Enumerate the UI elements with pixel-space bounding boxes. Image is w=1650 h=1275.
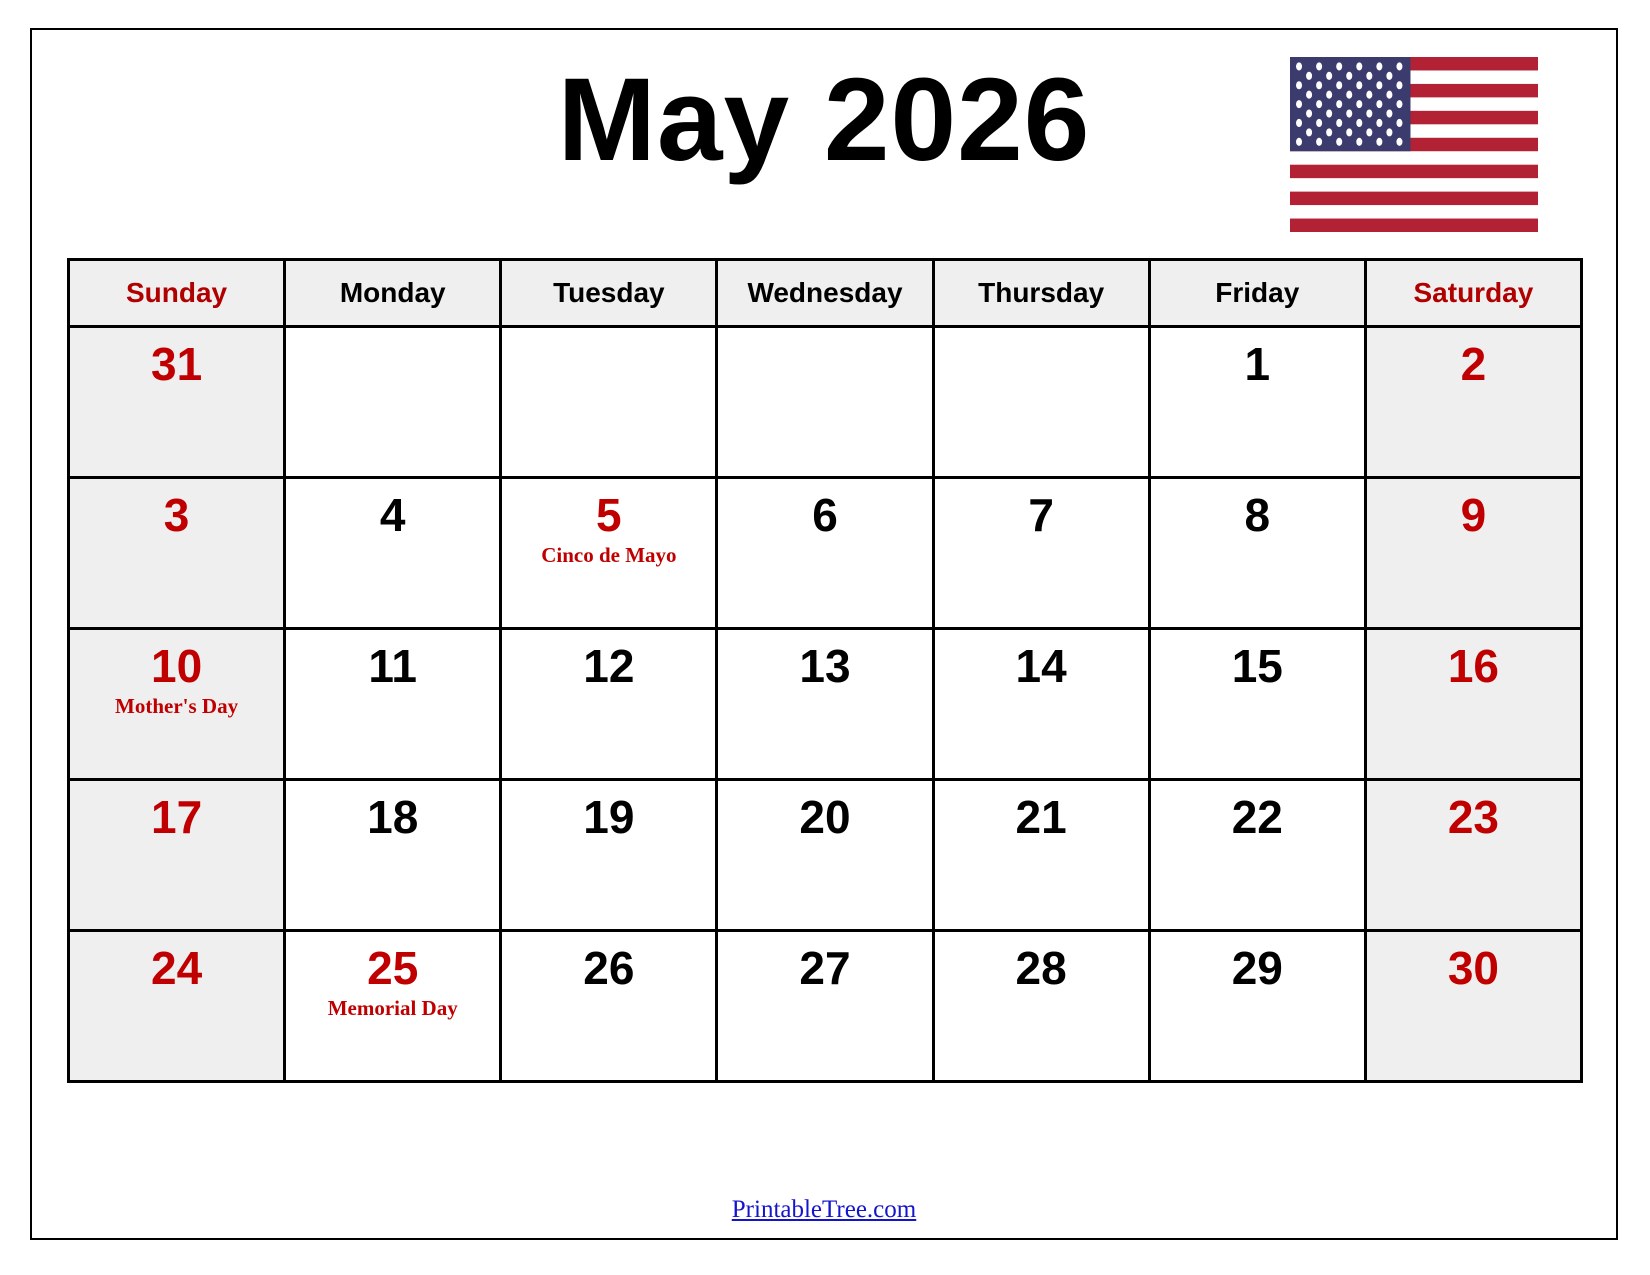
day-cell[interactable]	[1365, 931, 1581, 1082]
day-number: 30	[1447, 942, 1499, 994]
day-number	[935, 328, 1148, 340]
day-cell[interactable]	[69, 629, 285, 780]
us-flag-icon	[1290, 57, 1538, 232]
day-cell[interactable]	[501, 931, 717, 1082]
day-number: 18	[367, 791, 419, 843]
calendar-week-row	[69, 327, 1582, 478]
day-event: Memorial Day	[327, 996, 458, 1021]
weekday-header-friday: Friday	[1149, 260, 1365, 327]
day-number: 21	[1015, 791, 1067, 843]
page-title: May 2026	[557, 54, 1091, 186]
day-cell[interactable]	[1149, 780, 1365, 931]
day-cell[interactable]	[1149, 931, 1365, 1082]
day-number: 25	[367, 942, 419, 994]
day-number: 4	[379, 489, 406, 541]
day-number: 31	[150, 338, 203, 390]
weekday-header-thursday: Thursday	[933, 260, 1149, 327]
day-cell[interactable]	[285, 931, 501, 1082]
weekday-header-monday: Monday	[285, 260, 501, 327]
calendar-header	[32, 30, 1616, 248]
day-number: 26	[583, 942, 635, 994]
calendar-page	[30, 28, 1618, 1240]
day-cell[interactable]	[933, 780, 1149, 931]
day-cell[interactable]	[933, 478, 1149, 629]
day-cell[interactable]	[69, 478, 285, 629]
day-number	[502, 328, 715, 340]
day-cell[interactable]	[1149, 478, 1365, 629]
day-cell[interactable]	[69, 780, 285, 931]
day-cell[interactable]	[933, 629, 1149, 780]
day-cell[interactable]	[501, 478, 717, 629]
day-number: 9	[1460, 489, 1487, 541]
day-number: 29	[1231, 942, 1283, 994]
day-number: 1	[1244, 338, 1271, 390]
day-cell[interactable]	[717, 478, 933, 629]
calendar-week-row	[69, 478, 1582, 629]
weekday-header-sunday: Sunday	[69, 260, 285, 327]
day-cell[interactable]	[1365, 629, 1581, 780]
day-cell[interactable]	[717, 780, 933, 931]
day-number: 8	[1244, 489, 1271, 541]
day-cell[interactable]	[501, 327, 717, 478]
day-number: 20	[799, 791, 851, 843]
calendar-weekday-row	[69, 260, 1582, 327]
day-cell[interactable]	[285, 478, 501, 629]
day-cell[interactable]	[1365, 327, 1581, 478]
day-number: 12	[583, 640, 635, 692]
day-number	[718, 328, 931, 340]
footer	[32, 1196, 1616, 1224]
day-number: 23	[1447, 791, 1499, 843]
day-cell[interactable]	[1365, 780, 1581, 931]
day-number: 6	[812, 489, 838, 541]
day-number: 17	[150, 791, 203, 843]
day-cell[interactable]	[717, 931, 933, 1082]
printabletree-link[interactable]: PrintableTree.com	[731, 1196, 917, 1223]
day-number: 11	[368, 640, 418, 692]
calendar-week-row	[69, 780, 1582, 931]
day-cell[interactable]	[501, 629, 717, 780]
day-cell[interactable]	[285, 780, 501, 931]
day-cell[interactable]	[285, 629, 501, 780]
day-number: 10	[150, 640, 203, 692]
calendar-week-row	[69, 629, 1582, 780]
weekday-header-tuesday: Tuesday	[501, 260, 717, 327]
day-number: 27	[799, 942, 851, 994]
us-flag-svg	[1290, 57, 1538, 232]
day-cell[interactable]	[69, 931, 285, 1082]
day-number: 5	[596, 489, 622, 541]
day-cell[interactable]	[501, 780, 717, 931]
day-number: 7	[1028, 489, 1054, 541]
day-cell[interactable]	[69, 327, 285, 478]
day-cell[interactable]	[285, 327, 501, 478]
day-number	[286, 328, 499, 340]
day-cell[interactable]	[717, 629, 933, 780]
day-number: 2	[1460, 338, 1487, 390]
calendar-week-row	[69, 931, 1582, 1082]
day-number: 24	[150, 942, 203, 994]
day-cell[interactable]	[933, 327, 1149, 478]
day-event: Cinco de Mayo	[541, 543, 677, 568]
day-cell[interactable]	[717, 327, 933, 478]
day-number: 15	[1231, 640, 1283, 692]
day-cell[interactable]	[933, 931, 1149, 1082]
day-number: 3	[163, 489, 190, 541]
day-number: 16	[1447, 640, 1499, 692]
day-number: 19	[583, 791, 635, 843]
weekday-header-saturday: Saturday	[1365, 260, 1581, 327]
day-number: 28	[1015, 942, 1067, 994]
weekday-header-wednesday: Wednesday	[717, 260, 933, 327]
day-cell[interactable]	[1365, 478, 1581, 629]
calendar-grid	[67, 258, 1583, 1083]
day-number: 13	[799, 640, 851, 692]
day-number: 14	[1015, 640, 1067, 692]
day-event: Mother's Day	[115, 694, 239, 719]
day-cell[interactable]	[1149, 629, 1365, 780]
day-number: 22	[1231, 791, 1283, 843]
day-cell[interactable]	[1149, 327, 1365, 478]
